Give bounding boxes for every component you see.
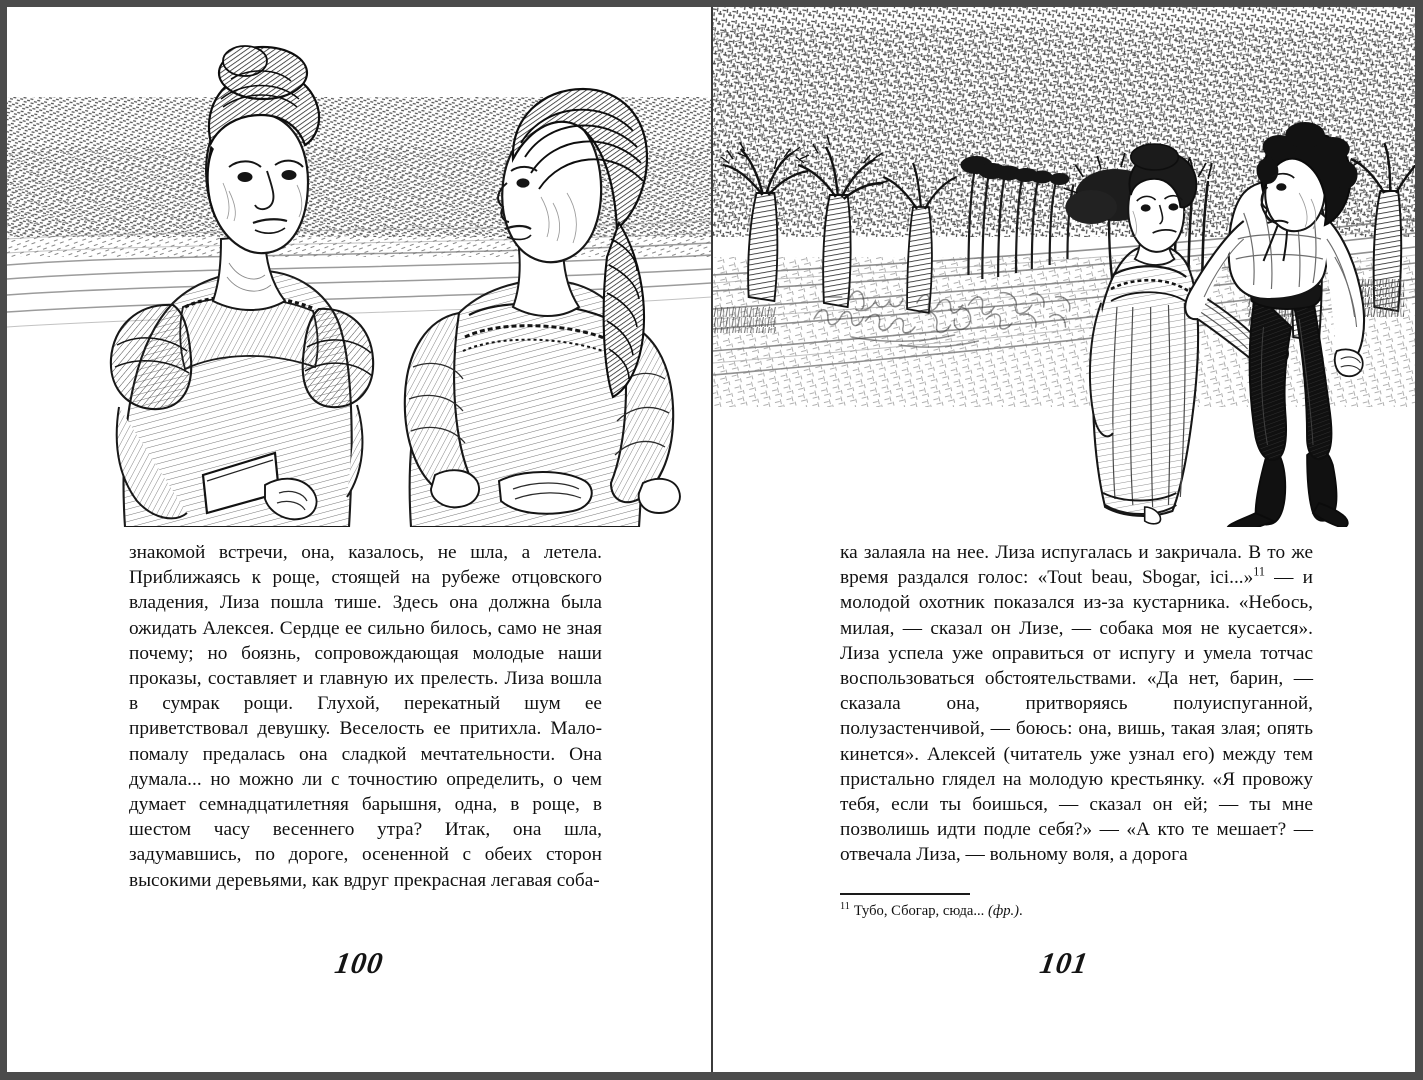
- footnote-tail: .: [1019, 902, 1023, 919]
- footnote-text: [840, 902, 1313, 920]
- folio-left-value: 100: [332, 947, 386, 980]
- footnote-block: [840, 893, 1313, 920]
- footnote-rule: [840, 893, 970, 895]
- body-text-left: [129, 540, 602, 893]
- footnote-reference[interactable]: 11: [1253, 564, 1265, 579]
- paragraph-left: знакомой встречи, она, казалось, не шла, а летела. Приближаясь к роще, стоящей на рубеже отцовского владения, Лиза пошла тише. Здесь она должна была ожидать Алексея. Сердце ее сильно билось, само не зная почему; но боязнь, сопровождающая молодые наши проказы, составляет и главную их прелесть. Лиза вошла в сумрак рощи. Глухой, перекатный шум ее приветствовал девушку. Веселость ее притихла. Мало-помалу предалась она сладкой мечтательности. Она думала... но можно ли с точностию определить, о чем думает семнадцатилетняя барышня, одна, в роще, в шестом часу весеннего утра? Итак, она шла, задумавшись, по дороге, осененной с обеих сторон высокими деревьями, как вдруг прекрасная легавая соба-: [129, 542, 602, 891]
- page-right: [713, 7, 1415, 1072]
- paragraph-right-part2: — и молодой охотник показался из-за кустарника. «Небось, милая, — сказал он Лизе, — собака моя не кусается». Лиза успела уже оправиться от испугу и умела тотчас воспользоваться обстоятельствами. «Да нет, барин, — сказала она, притворяясь полуиспуганной, полузастенчивой, — боюсь: она, вишь, такая злая; опять кинется». Алексей (читатель уже узнал его) между тем пристально глядел на молодую крестьянку. «Я провожу тебя, если ты боишься, — сказал он ей; — ты мне позволишь идти подле себя?» — «А кто те мешает? — отвечала Лиза, — вольному воля, а дорога: [840, 567, 1313, 866]
- folio-right-value: 101: [1037, 947, 1091, 980]
- book-spine: [711, 7, 713, 1072]
- page-number-left: [7, 947, 711, 981]
- paragraph-right-part1: ка залаяла на нее. Лиза испугалась и закричала. В то же время раздался голос: «Tout beau, Sbogar, ici...»: [840, 542, 1313, 589]
- body-text-right: [840, 540, 1313, 868]
- page-left: [7, 7, 711, 1072]
- spread-surface: [7, 7, 1415, 1072]
- illustration-right: [713, 7, 1415, 527]
- footnote-language-label: (фр.): [987, 902, 1020, 919]
- page-number-right: [713, 947, 1415, 981]
- footnote-translation: Тубо, Сбогар, сюда...: [853, 902, 988, 919]
- paragraph-right: [840, 540, 1313, 868]
- illustration-left: [7, 7, 711, 527]
- footnote-marker: 11: [840, 900, 850, 912]
